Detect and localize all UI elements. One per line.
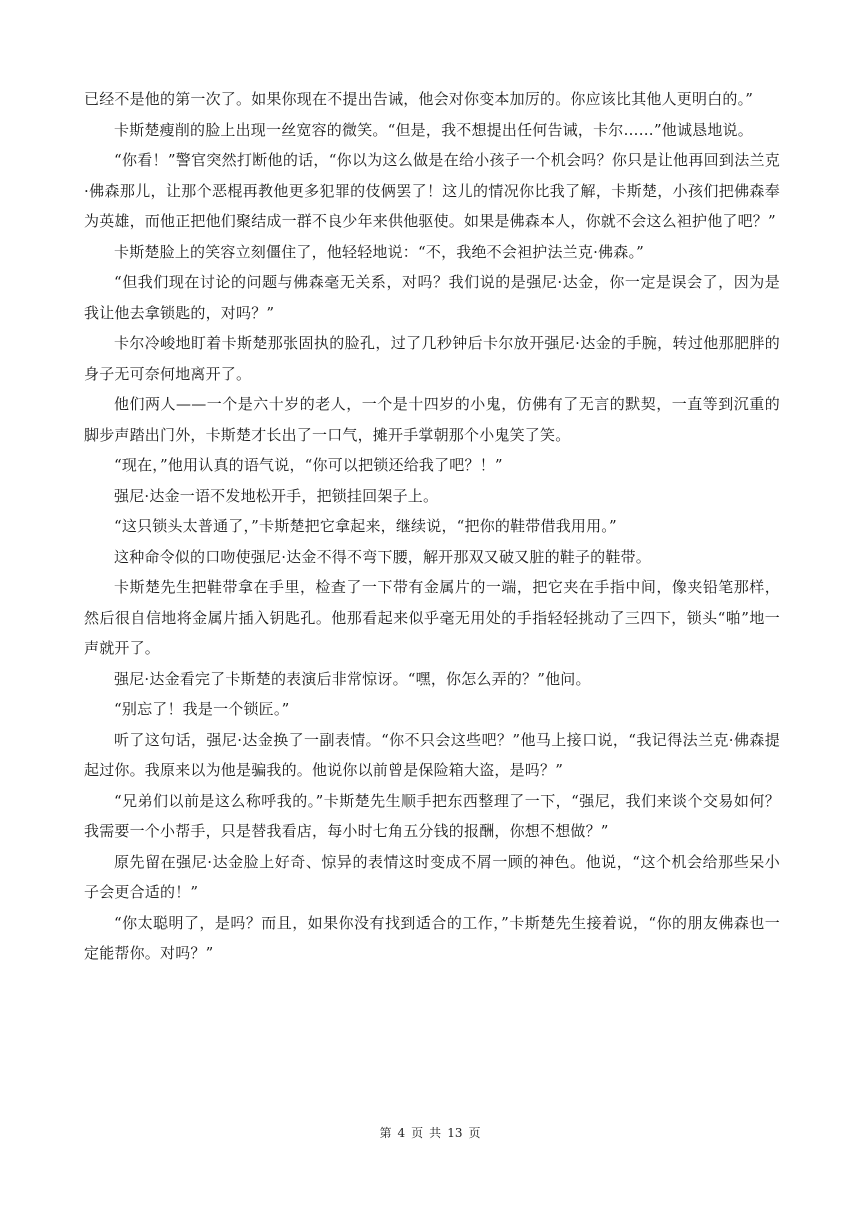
paragraph: 卡斯楚瘦削的脸上出现一丝宽容的微笑。“但是，我不想提出任何告诫，卡尔……”他诚恳地说。 — [114, 120, 753, 139]
paragraph: 卡斯楚先生把鞋带拿在手里，检查了一下带有金属片的一端，把它夹在手指中间，像夹铅笔那样，然后很自信地将金属片插入钥匙孔。他那看起来似乎毫无用处的手指轻轻挑动了三四下，锁头“啪”地一声就开了。 — [84, 578, 780, 657]
paragraph: 原先留在强尼·达金脸上好奇、惊异的表情这时变成不屑一顾的神色。他说，“这个机会给那些呆小子会更合适的！” — [84, 852, 780, 901]
page-footer — [0, 1124, 860, 1141]
footer-total-word: 共 — [429, 1126, 442, 1140]
paragraph: “这只锁头太普通了，”卡斯楚把它拿起来，继续说，“把你的鞋带借我用用。” — [114, 517, 617, 535]
paragraph: “但我们现在讨论的问题与佛森毫无关系，对吗？我们说的是强尼·达金，你一定是误会了，因为是我让他去拿锁匙的，对吗？” — [84, 273, 780, 322]
paragraph-continuation: 已经不是他的第一次了。如果你现在不提出告诫，他会对你变本加厉的。你应该比其他人更明白的。” — [84, 90, 754, 108]
body-text — [84, 84, 780, 969]
paragraph: “现在，”他用认真的语气说，“你可以把锁还给我了吧？！” — [114, 456, 503, 474]
paragraph: 这种命令似的口吻使强尼·达金不得不弯下腰，解开那双又破又脏的鞋子的鞋带。 — [114, 547, 651, 566]
paragraph: 听了这句话，强尼·达金换了一副表情。“你不只会这些吧？”他马上接口说，“我记得法兰克·佛森提起过你。我原来以为他是骗我的。他说你以前曾是保险箱大盗，是吗？” — [84, 730, 780, 779]
paragraph: “你太聪明了，是吗？而且，如果你没有找到适合的工作，”卡斯楚先生接着说，“你的朋友佛森也一定能帮你。对吗？” — [84, 913, 780, 962]
paragraph: 强尼·达金一语不发地松开手，把锁挂回架子上。 — [114, 486, 439, 505]
footer-page-word: 页 — [411, 1126, 424, 1140]
paragraph: 卡尔冷峻地盯着卡斯楚那张固执的脸孔，过了几秒钟后卡尔放开强尼·达金的手腕，转过他那肥胖的身子无可奈何地离开了。 — [84, 334, 780, 383]
paragraph: 他们两人——一个是六十岁的老人，一个是十四岁的小鬼，仿佛有了无言的默契，一直等到沉重的脚步声踏出门外，卡斯楚才长出了一口气，摊开手掌朝那个小鬼笑了笑。 — [84, 395, 780, 444]
paragraph: 强尼·达金看完了卡斯楚的表演后非常惊讶。“嘿，你怎么弄的？”他问。 — [114, 669, 591, 688]
footer-prefix: 第 — [379, 1126, 392, 1140]
paragraph: “兄弟们以前是这么称呼我的。”卡斯楚先生顺手把东西整理了一下，“强尼，我们来谈个交易如何？我需要一个小帮手，只是替我看店，每小时七角五分钱的报酬，你想不想做？” — [84, 791, 780, 840]
paragraph: 卡斯楚脸上的笑容立刻僵住了，他轻轻地说：“不，我绝不会袒护法兰克·佛森。” — [114, 242, 645, 261]
paragraph: “你看！”警官突然打断他的话，“你以为这么做是在给小孩子一个机会吗？你只是让他再回到法兰克·佛森那儿，让那个恶棍再教他更多犯罪的伎俩罢了！这儿的情况你比我了解，卡斯楚，小孩们把佛森奉为英雄，而他正把他们聚结成一群不良少年来供他驱使。如果是佛森本人，你就不会这么袒护他了吧？” — [84, 151, 780, 230]
page-number: 4 — [397, 1126, 406, 1140]
paragraph: “别忘了！我是一个锁匠。” — [114, 700, 290, 718]
total-pages: 13 — [447, 1126, 463, 1140]
footer-suffix: 页 — [468, 1126, 481, 1140]
